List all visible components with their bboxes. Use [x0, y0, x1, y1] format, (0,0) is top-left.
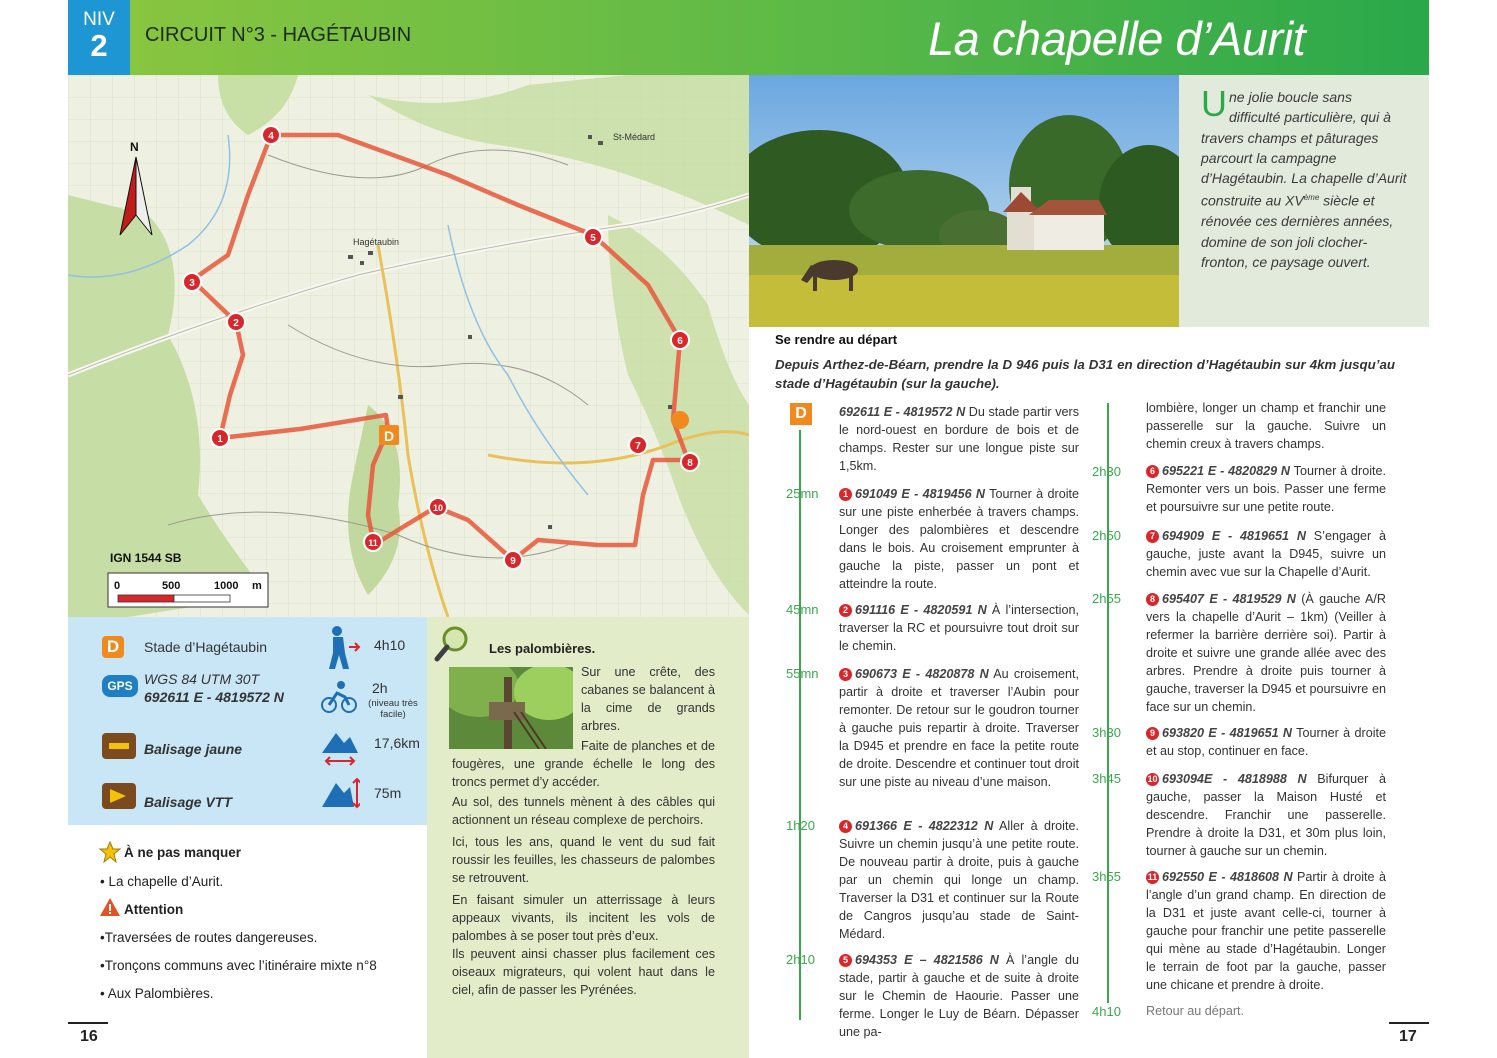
- level-label: NIV: [83, 9, 115, 30]
- info-box: [68, 617, 427, 825]
- balisage-vtt: Balisage VTT: [144, 794, 232, 810]
- palombieres-p2: Au sol, des tunnels mènent à des câbles qui actionnent un réseau complexe de perchoirs.: [452, 795, 715, 827]
- circuit-name: CIRCUIT N°3 - HAGÉTAUBIN: [145, 24, 412, 46]
- svg-text:6: 6: [677, 336, 683, 347]
- waypoint-5: [584, 228, 602, 246]
- depart-heading: Se rendre au départ: [775, 332, 898, 347]
- waypoint-9: [504, 551, 522, 569]
- waypoint-6: [671, 331, 689, 349]
- waypoint-8: [681, 453, 699, 471]
- waypoint-3: [183, 273, 201, 291]
- intro-box: [1179, 75, 1429, 327]
- attention-item-3: • Aux Palombières.: [100, 986, 214, 1001]
- step-1: 1 691049 E - 4819456 N Tourner à droite sur une piste enherbée à travers champs. Longer des palombières et descendre dans le bois. Au croisement emprunter à gauche la piste, passer un pont et atteindre la route.: [839, 487, 1079, 591]
- route-map: [68, 75, 749, 617]
- palombieres-p1b: Faite de planches et de fougères, une grande échelle le long des troncs permet d’y accéder.: [452, 739, 715, 789]
- vtt-marker-icon: [102, 783, 136, 809]
- timeline-left: [799, 430, 801, 1020]
- elevation-icon: [320, 777, 360, 809]
- palombieres-p5: Ils peuvent ainsi chasser plus facilement ces oiseaux migrateurs, qui volent haut dans le ciel, afin de passer les Pyrénées.: [452, 947, 715, 997]
- palombieres-p3: Ici, tous les ans, quand le vent du sud fait roussir les feuilles, les chasseurs de palombes se retrouvent.: [452, 835, 715, 885]
- svg-text:N: N: [130, 140, 139, 154]
- step-2: 2 691116 E - 4820591 N À l’intersection, traverser la RC et poursuivre tout droit sur le chemin.: [839, 603, 1079, 653]
- bike-time: 2h: [372, 680, 388, 696]
- page-rule-right: [1389, 1022, 1429, 1024]
- waypoint-11: [364, 533, 382, 551]
- step-9: 9 693820 E - 4819651 N Tourner à droite et au stop, continuer en face.: [1146, 726, 1386, 758]
- svg-text:5: 5: [590, 233, 596, 244]
- svg-text:1: 1: [217, 434, 223, 445]
- step-4: 4 691366 E - 4822312 N Aller à droite. Suivre un chemin jusqu’à une petite route. De nouveau partir à droite, puis à gauche par un chemin qui longe un champ. Traverser la D31 et continuer sur la Route de Cangros jusqu’au stade de Saint-Médard.: [839, 819, 1079, 941]
- gps-icon: GPS: [102, 675, 138, 697]
- attention-item-1: •Traversées de routes dangereuses.: [100, 930, 318, 945]
- palombieres-title: Les palombières.: [489, 641, 596, 656]
- step-4-time: 1h20: [786, 818, 815, 833]
- step-1-time: 25mn: [786, 486, 819, 501]
- chapel-icon: [671, 411, 689, 429]
- step-9-time: 3h30: [1092, 725, 1121, 740]
- svg-text:0: 0: [114, 580, 121, 592]
- distance: 17,6km: [374, 735, 420, 751]
- step-start: 692611 E - 4819572 N Du stade partir vers le nord-ouest en bordure de bois et de champs. Rester sur une longue piste sur 1,5km.: [839, 405, 1079, 473]
- svg-text:m: m: [252, 580, 262, 592]
- step-5-time: 2h10: [786, 952, 815, 967]
- start-marker-label: D: [384, 428, 395, 444]
- step-7: 7 694909 E - 4819651 N S’engager à gauche, juste avant la D945, suivre un chemin avec vue sur la Chapelle d’Aurit.: [1146, 529, 1386, 579]
- map-place-hagetaubin: Hagétaubin: [353, 237, 400, 247]
- waypoint-4: [262, 126, 280, 144]
- map-svg: [68, 75, 749, 617]
- svg-text:10: 10: [432, 503, 444, 513]
- step-8: 8 695407 E - 4819529 N (À gauche A/R vers la chapelle d’Aurit – 1km) (Veiller à refermer la barrière derrière soi). Partir à droite et suivre une grande allée avec des arbres. Prendre à droite puis tourner à gauche, traverser la D945 et poursuivre en face sur un chemin.: [1146, 592, 1386, 714]
- end-step: Retour au départ.: [1146, 1004, 1245, 1018]
- gps-system: WGS 84 UTM 30T: [144, 671, 260, 687]
- start-icon: D: [102, 636, 124, 658]
- scale-bar: [108, 573, 268, 607]
- map-place-st-medard: St-Médard: [613, 132, 656, 142]
- step-10-time: 3h45: [1092, 771, 1121, 786]
- ign-reference: IGN 1544 SB: [110, 551, 182, 565]
- magnifier-icon: [433, 623, 473, 663]
- step-11-time: 3h55: [1092, 869, 1121, 884]
- timeline-right: [1107, 403, 1109, 1003]
- balisage-jaune: Balisage jaune: [144, 741, 243, 757]
- page-number-left: 16: [80, 1028, 98, 1045]
- step-10: 10 693094E - 4818988 N Bifurquer à gauche, passer la Maison Husté et descendre. Franchir une passerelle. Prendre à droite la D31, et 30m plus loin, tourner à gauche sur un chemin.: [1146, 772, 1386, 858]
- svg-text:2: 2: [233, 318, 239, 329]
- palombieres-box: [427, 617, 749, 1058]
- hiker-icon: [323, 625, 363, 671]
- step-start-icon: D: [790, 403, 812, 425]
- attention-item-2: •Tronçons communs avec l’itinéraire mixte n°8: [100, 958, 377, 973]
- svg-text:9: 9: [510, 556, 516, 567]
- palombieres-p1a: Sur une crête, des cabanes se balancent à la cime de grands arbres.: [581, 665, 715, 733]
- warning-icon: [99, 897, 121, 917]
- svg-text:4: 4: [268, 131, 274, 142]
- page-title: La chapelle d’Aurit: [928, 12, 1306, 65]
- svg-text:11: 11: [368, 538, 378, 548]
- start-location: Stade d’Hagétaubin: [144, 639, 267, 655]
- step-3-time: 55mn: [786, 666, 819, 681]
- bike-icon: [321, 679, 357, 715]
- gps-coords: 692611 E - 4819572 N: [144, 689, 284, 705]
- waypoint-10: [429, 498, 447, 516]
- svg-text:8: 8: [687, 458, 693, 469]
- svg-text:3: 3: [189, 278, 195, 289]
- elevation: 75m: [374, 785, 402, 801]
- waypoint-1: [211, 429, 229, 447]
- svg-text:7: 7: [635, 441, 641, 452]
- walk-time: 4h10: [374, 637, 406, 653]
- step-8-time: 2h55: [1092, 591, 1121, 606]
- step-7-time: 2h50: [1092, 528, 1121, 543]
- svg-text:1000: 1000: [214, 580, 239, 592]
- step-6: 6 695221 E - 4820829 N Tourner à droite. Remonter vers un bois. Passer une ferme et poursuivre sur une petite route.: [1146, 464, 1386, 514]
- star-icon: [99, 841, 121, 863]
- attention-heading: Attention: [124, 902, 184, 917]
- waypoint-2: [227, 313, 245, 331]
- step-5: 5 694353 E – 4821586 N À l’angle du stade, partir à gauche et de suite à droite sur le Chemin de Haourie. Passer une ferme. Longer le Luy de Béarn. Dépasser une pa-: [839, 953, 1079, 1039]
- chapel-photo: [749, 75, 1179, 327]
- page-number-right: 17: [1399, 1028, 1417, 1045]
- step-3: 3 690673 E - 4820878 N Au croisement, partir à droite et traverser l’Aubin pour remonter. De retour sur le goudron tourner à gauche puis repartir à droite. Traverser la D945 et prendre en face la petite route de droite. Descendre et continuer tout droit sur une piste au niveau d’une maison.: [839, 667, 1079, 789]
- level-badge: [68, 0, 130, 75]
- miss-heading: À ne pas manquer: [124, 845, 242, 860]
- step-5-continued: lombière, longer un champ et franchir une passerelle sur la gauche. Suivre un chemin creux à travers champs.: [1146, 401, 1386, 451]
- step-11: 11 692550 E - 4818608 N Partir à droite à l’angle d’un grand champ. En direction de la D31 et juste avant celle-ci, tourner à gauche pour franchir une petite passerelle qui mène au stade d’Hagétaubin. Longer le terrain de foot par la gauche, passer une chicane et prendre à droite.: [1146, 870, 1386, 992]
- waypoint-7: [629, 436, 647, 454]
- palombieres-p4: En faisant simuler un atterrissage à leurs appeaux vivants, ils incitent les vols de palombes à se poser tout près d’eux.: [452, 893, 715, 943]
- intro-text: Une jolie boucle sans difficulté particulière, qui à travers champs et pâturages parcourt la campagne d’Hagétaubin. La chapelle d’Aurit construite au XVème siècle et rénovée ces dernières années, domine de son joli clocher-fronton, ce paysage ouvert.: [1201, 83, 1407, 271]
- step-2-time: 45mn: [786, 602, 819, 617]
- miss-item: • La chapelle d’Aurit.: [100, 874, 224, 889]
- svg-text:500: 500: [162, 580, 181, 592]
- distance-icon: [320, 729, 360, 767]
- bike-note: (niveau très facile): [368, 698, 418, 720]
- end-time: 4h10: [1092, 1004, 1121, 1019]
- depart-text: Depuis Arthez-de-Béarn, prendre la D 946 puis la D31 en direction d’Hagétaubin sur 4km jusqu’au stade d’Hagétaubin (sur la gauche).: [775, 357, 1395, 391]
- yellow-marker-icon: [102, 733, 136, 759]
- page-rule-left: [68, 1022, 108, 1024]
- step-6-time: 2h30: [1092, 464, 1121, 479]
- level-value: 2: [90, 28, 108, 63]
